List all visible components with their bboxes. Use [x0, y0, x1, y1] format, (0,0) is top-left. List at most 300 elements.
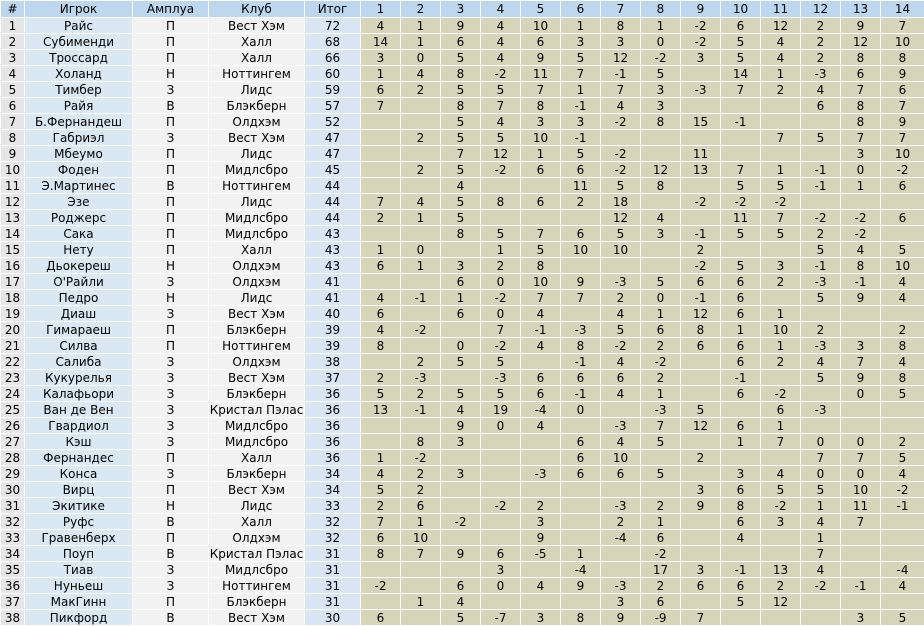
table-row[interactable] — [1, 146, 924, 162]
round-points-cell — [681, 66, 721, 82]
round-points-cell: -1 — [801, 258, 841, 274]
table-row[interactable] — [1, 210, 924, 226]
player-role: П — [133, 34, 209, 50]
round-points-cell: 3 — [681, 562, 721, 578]
round-points-cell: 7 — [521, 290, 561, 306]
total-points: 34 — [305, 482, 361, 498]
total-points: 31 — [305, 578, 361, 594]
table-row[interactable] — [1, 98, 924, 114]
header-round[interactable]: 9 — [681, 1, 721, 18]
table-row[interactable] — [1, 130, 924, 146]
round-points-cell: 0 — [481, 306, 521, 322]
round-points-cell: 3 — [561, 114, 601, 130]
round-points-cell: -1 — [881, 498, 924, 514]
round-points-cell: 7 — [881, 130, 924, 146]
round-points-cell: 6 — [881, 178, 924, 194]
player-club: Кристал Пэлас — [209, 546, 305, 562]
player-name: Фернандес — [25, 450, 133, 466]
round-points-cell — [441, 498, 481, 514]
table-row[interactable] — [1, 482, 924, 498]
total-points: 59 — [305, 82, 361, 98]
round-points-cell — [881, 226, 924, 242]
round-points-cell: 1 — [401, 258, 441, 274]
round-points-cell: 4 — [601, 306, 641, 322]
round-points-cell: -2 — [601, 146, 641, 162]
round-points-cell — [361, 274, 401, 290]
round-points-cell: 7 — [481, 98, 521, 114]
round-points-cell: 2 — [681, 450, 721, 466]
table-row[interactable] — [1, 370, 924, 386]
round-points-cell: 3 — [601, 34, 641, 50]
round-points-cell: -3 — [681, 82, 721, 98]
round-points-cell: -2 — [801, 578, 841, 594]
table-row[interactable] — [1, 258, 924, 274]
round-points-cell: 4 — [881, 274, 924, 290]
player-role: П — [133, 338, 209, 354]
round-points-cell: 3 — [561, 34, 601, 50]
header-round[interactable]: 13 — [841, 1, 881, 18]
player-name: Кэш — [25, 434, 133, 450]
round-points-cell: 6 — [361, 530, 401, 546]
round-points-cell: 12 — [841, 34, 881, 50]
round-points-cell: 5 — [881, 386, 924, 402]
round-points-cell: 6 — [881, 210, 924, 226]
header-total[interactable]: Итог — [305, 1, 361, 18]
round-points-cell: 12 — [641, 162, 681, 178]
round-points-cell: 0 — [401, 50, 441, 66]
round-points-cell: 4 — [481, 18, 521, 34]
round-points-cell: 2 — [641, 578, 681, 594]
table-row[interactable] — [1, 450, 924, 466]
round-points-cell: 6 — [721, 18, 761, 34]
round-points-cell: 7 — [441, 146, 481, 162]
round-points-cell: -3 — [641, 402, 681, 418]
round-points-cell — [361, 114, 401, 130]
round-points-cell: -4 — [521, 402, 561, 418]
round-points-cell: 13 — [681, 162, 721, 178]
round-points-cell — [681, 386, 721, 402]
header-round[interactable]: 8 — [641, 1, 681, 18]
round-points-cell: 5 — [681, 402, 721, 418]
table-row[interactable] — [1, 114, 924, 130]
round-points-cell: 8 — [721, 498, 761, 514]
round-points-cell: 5 — [441, 50, 481, 66]
player-role: П — [133, 226, 209, 242]
round-points-cell: -1 — [681, 226, 721, 242]
round-points-cell — [841, 546, 881, 562]
round-points-cell — [361, 178, 401, 194]
round-points-cell: 8 — [361, 338, 401, 354]
table-row[interactable] — [1, 322, 924, 338]
round-points-cell: 9 — [681, 498, 721, 514]
row-number: 38 — [1, 610, 25, 626]
round-points-cell: 6 — [561, 162, 601, 178]
round-points-cell: 10 — [881, 146, 924, 162]
row-number: 16 — [1, 258, 25, 274]
table-row[interactable] — [1, 578, 924, 594]
round-points-cell — [761, 114, 801, 130]
round-points-cell: 5 — [881, 450, 924, 466]
round-points-cell: 10 — [601, 450, 641, 466]
round-points-cell: 7 — [841, 130, 881, 146]
round-points-cell: 6 — [641, 530, 681, 546]
player-role: З — [133, 370, 209, 386]
round-points-cell — [521, 594, 561, 610]
round-points-cell: 5 — [721, 50, 761, 66]
round-points-cell: 5 — [441, 354, 481, 370]
round-points-cell: 4 — [881, 466, 924, 482]
round-points-cell — [401, 306, 441, 322]
header-round[interactable]: 12 — [801, 1, 841, 18]
round-points-cell — [401, 226, 441, 242]
round-points-cell: 10 — [601, 242, 641, 258]
round-points-cell: 4 — [881, 578, 924, 594]
round-points-cell: 11 — [561, 178, 601, 194]
round-points-cell: 0 — [801, 466, 841, 482]
header-club[interactable]: Клуб — [209, 1, 305, 18]
round-points-cell: 4 — [761, 50, 801, 66]
round-points-cell: 2 — [361, 370, 401, 386]
round-points-cell: 2 — [521, 498, 561, 514]
round-points-cell: 5 — [441, 82, 481, 98]
round-points-cell: 5 — [801, 242, 841, 258]
round-points-cell: 13 — [761, 562, 801, 578]
round-points-cell: 2 — [761, 578, 801, 594]
round-points-cell: 8 — [561, 338, 601, 354]
round-points-cell: 3 — [841, 338, 881, 354]
round-points-cell: 6 — [721, 386, 761, 402]
round-points-cell: 5 — [881, 242, 924, 258]
round-points-cell: -2 — [481, 162, 521, 178]
round-points-cell: 4 — [521, 418, 561, 434]
player-role: В — [133, 514, 209, 530]
round-points-cell — [521, 178, 561, 194]
player-role: П — [133, 194, 209, 210]
round-points-cell — [361, 354, 401, 370]
round-points-cell: 1 — [721, 322, 761, 338]
round-points-cell: 11 — [841, 498, 881, 514]
table-row[interactable] — [1, 466, 924, 482]
round-points-cell: 1 — [481, 242, 521, 258]
header-player[interactable]: Игрок — [25, 1, 133, 18]
round-points-cell: 5 — [481, 82, 521, 98]
table-row[interactable] — [1, 610, 924, 626]
table-row[interactable] — [1, 498, 924, 514]
total-points: 44 — [305, 178, 361, 194]
round-points-cell: 2 — [761, 274, 801, 290]
round-points-cell: 7 — [481, 322, 521, 338]
round-points-cell: 3 — [641, 98, 681, 114]
round-points-cell — [441, 562, 481, 578]
total-points: 36 — [305, 434, 361, 450]
round-points-cell: -1 — [561, 98, 601, 114]
round-points-cell — [361, 434, 401, 450]
table-row[interactable] — [1, 546, 924, 562]
round-points-cell: 0 — [481, 418, 521, 434]
round-points-cell: 7 — [681, 610, 721, 626]
round-points-cell: 7 — [881, 98, 924, 114]
round-points-cell: 9 — [881, 114, 924, 130]
round-points-cell — [401, 274, 441, 290]
round-points-cell: -2 — [881, 482, 924, 498]
round-points-cell: 5 — [601, 178, 641, 194]
round-points-cell: 15 — [681, 114, 721, 130]
table-row[interactable] — [1, 274, 924, 290]
round-points-cell: -5 — [521, 546, 561, 562]
round-points-cell: 3 — [481, 562, 521, 578]
table-row[interactable] — [1, 66, 924, 82]
table-row[interactable] — [1, 82, 924, 98]
table-row[interactable] — [1, 194, 924, 210]
header-round[interactable]: 11 — [761, 1, 801, 18]
round-points-cell: 8 — [881, 50, 924, 66]
row-number: 28 — [1, 450, 25, 466]
round-points-cell: 6 — [561, 450, 601, 466]
round-points-cell: 6 — [801, 98, 841, 114]
round-points-cell — [641, 450, 681, 466]
player-role: П — [133, 322, 209, 338]
player-name: Вирц — [25, 482, 133, 498]
round-points-cell — [801, 418, 841, 434]
table-row[interactable] — [1, 514, 924, 530]
header-round[interactable]: 5 — [521, 1, 561, 18]
round-points-cell: -2 — [361, 578, 401, 594]
round-points-cell: 9 — [521, 50, 561, 66]
table-row[interactable] — [1, 402, 924, 418]
round-points-cell: -4 — [601, 530, 641, 546]
round-points-cell: 5 — [481, 386, 521, 402]
round-points-cell: -3 — [601, 498, 641, 514]
header-round[interactable]: 1 — [361, 1, 401, 18]
round-points-cell: 0 — [481, 274, 521, 290]
round-points-cell: 5 — [801, 370, 841, 386]
player-role: П — [133, 530, 209, 546]
round-points-cell: 7 — [801, 450, 841, 466]
player-club: Лидс — [209, 146, 305, 162]
player-club: Ноттингем — [209, 338, 305, 354]
round-points-cell: 3 — [521, 114, 561, 130]
round-points-cell — [401, 578, 441, 594]
round-points-cell — [801, 610, 841, 626]
row-number: 23 — [1, 370, 25, 386]
row-number: 25 — [1, 402, 25, 418]
player-role: П — [133, 114, 209, 130]
header-round[interactable]: 10 — [721, 1, 761, 18]
round-points-cell — [841, 322, 881, 338]
total-points: 44 — [305, 194, 361, 210]
round-points-cell: 1 — [561, 82, 601, 98]
round-points-cell: -2 — [761, 386, 801, 402]
round-points-cell: 4 — [481, 50, 521, 66]
round-points-cell: 4 — [441, 594, 481, 610]
table-row[interactable] — [1, 418, 924, 434]
table-row[interactable] — [1, 290, 924, 306]
round-points-cell — [681, 466, 721, 482]
round-points-cell — [481, 482, 521, 498]
round-points-cell: 0 — [561, 402, 601, 418]
player-name: Холанд — [25, 66, 133, 82]
round-points-cell: 2 — [401, 386, 441, 402]
header-round[interactable]: 7 — [601, 1, 641, 18]
total-points: 60 — [305, 66, 361, 82]
round-points-cell: 7 — [841, 82, 881, 98]
total-points: 68 — [305, 34, 361, 50]
round-points-cell — [441, 450, 481, 466]
header-num[interactable]: # — [1, 1, 25, 18]
header-round[interactable]: 2 — [401, 1, 441, 18]
round-points-cell: 9 — [841, 370, 881, 386]
player-club: Олдхэм — [209, 258, 305, 274]
player-role: Н — [133, 258, 209, 274]
player-name: Салиба — [25, 354, 133, 370]
round-points-cell: 0 — [841, 466, 881, 482]
player-club: Мидлсбро — [209, 562, 305, 578]
table-row[interactable] — [1, 178, 924, 194]
round-points-cell: 3 — [641, 82, 681, 98]
round-points-cell — [721, 450, 761, 466]
round-points-cell: 5 — [441, 194, 481, 210]
round-points-cell: -2 — [641, 50, 681, 66]
header-round[interactable]: 3 — [441, 1, 481, 18]
round-points-cell: 4 — [801, 82, 841, 98]
round-points-cell — [881, 402, 924, 418]
table-row[interactable] — [1, 242, 924, 258]
round-points-cell: 4 — [841, 242, 881, 258]
round-points-cell: 5 — [761, 226, 801, 242]
round-points-cell — [681, 210, 721, 226]
total-points: 39 — [305, 338, 361, 354]
round-points-cell: 3 — [841, 610, 881, 626]
round-points-cell: 3 — [601, 594, 641, 610]
table-row[interactable] — [1, 338, 924, 354]
round-points-cell: 5 — [481, 226, 521, 242]
round-points-cell: 0 — [841, 434, 881, 450]
round-points-cell: 1 — [401, 210, 441, 226]
total-points: 36 — [305, 450, 361, 466]
round-points-cell — [641, 146, 681, 162]
round-points-cell — [361, 130, 401, 146]
table-row[interactable] — [1, 226, 924, 242]
header-round[interactable]: 4 — [481, 1, 521, 18]
table-row[interactable] — [1, 354, 924, 370]
player-role: Н — [133, 66, 209, 82]
total-points: 32 — [305, 530, 361, 546]
round-points-cell — [881, 530, 924, 546]
round-points-cell: 2 — [641, 338, 681, 354]
round-points-cell: -3 — [561, 322, 601, 338]
header-role[interactable]: Амплуа — [133, 1, 209, 18]
player-name: Б.Фернандеш — [25, 114, 133, 130]
round-points-cell: 2 — [401, 162, 441, 178]
player-club: Блэкберн — [209, 386, 305, 402]
player-role: З — [133, 402, 209, 418]
player-name: О'Райли — [25, 274, 133, 290]
round-points-cell: 9 — [441, 546, 481, 562]
round-points-cell — [401, 114, 441, 130]
row-number: 13 — [1, 210, 25, 226]
round-points-cell: 0 — [481, 578, 521, 594]
total-points: 57 — [305, 98, 361, 114]
player-club: Вест Хэм — [209, 306, 305, 322]
round-points-cell — [601, 130, 641, 146]
round-points-cell: 4 — [361, 322, 401, 338]
table-row[interactable] — [1, 162, 924, 178]
total-points: 31 — [305, 562, 361, 578]
round-points-cell: 5 — [721, 594, 761, 610]
player-name: Гравенберх — [25, 530, 133, 546]
round-points-cell: 1 — [641, 18, 681, 34]
round-points-cell: 2 — [401, 354, 441, 370]
player-name: Фоден — [25, 162, 133, 178]
table-row[interactable] — [1, 562, 924, 578]
round-points-cell: 1 — [401, 34, 441, 50]
round-points-cell: 7 — [401, 546, 441, 562]
total-points: 66 — [305, 50, 361, 66]
round-points-cell — [841, 594, 881, 610]
table-row[interactable] — [1, 34, 924, 50]
round-points-cell: -2 — [681, 18, 721, 34]
player-name: Конса — [25, 466, 133, 482]
round-points-cell: -3 — [801, 338, 841, 354]
round-points-cell: 5 — [441, 386, 481, 402]
row-number: 21 — [1, 338, 25, 354]
round-points-cell — [481, 514, 521, 530]
player-name: Тимбер — [25, 82, 133, 98]
round-points-cell: 6 — [721, 306, 761, 322]
round-points-cell: 3 — [521, 610, 561, 626]
table-row[interactable] — [1, 386, 924, 402]
round-points-cell: 6 — [441, 274, 481, 290]
table-row[interactable] — [1, 530, 924, 546]
player-name: Эзе — [25, 194, 133, 210]
row-number: 29 — [1, 466, 25, 482]
round-points-cell: 4 — [401, 66, 441, 82]
player-club: Мидлсбро — [209, 162, 305, 178]
round-points-cell: 3 — [721, 466, 761, 482]
round-points-cell: 8 — [441, 66, 481, 82]
player-name: Ван де Вен — [25, 402, 133, 418]
round-points-cell — [761, 610, 801, 626]
round-points-cell: 2 — [401, 482, 441, 498]
table-row[interactable] — [1, 18, 924, 34]
round-points-cell: 6 — [561, 226, 601, 242]
round-points-cell — [721, 146, 761, 162]
header-round[interactable]: 14 — [881, 1, 924, 18]
round-points-cell: -1 — [841, 578, 881, 594]
round-points-cell: 5 — [601, 322, 641, 338]
round-points-cell — [881, 418, 924, 434]
round-points-cell: 7 — [761, 434, 801, 450]
round-points-cell: 4 — [521, 338, 561, 354]
round-points-cell: 7 — [361, 514, 401, 530]
table-row[interactable] — [1, 594, 924, 610]
round-points-cell: 6 — [721, 290, 761, 306]
round-points-cell — [481, 594, 521, 610]
player-club: Лидс — [209, 82, 305, 98]
table-row[interactable] — [1, 50, 924, 66]
round-points-cell: 6 — [721, 338, 761, 354]
row-number: 30 — [1, 482, 25, 498]
round-points-cell: 8 — [361, 546, 401, 562]
table-row[interactable] — [1, 434, 924, 450]
round-points-cell: 1 — [841, 178, 881, 194]
total-points: 43 — [305, 242, 361, 258]
round-points-cell — [881, 514, 924, 530]
table-row[interactable] — [1, 306, 924, 322]
round-points-cell: 9 — [441, 418, 481, 434]
header-round[interactable]: 6 — [561, 1, 601, 18]
round-points-cell: 7 — [561, 66, 601, 82]
